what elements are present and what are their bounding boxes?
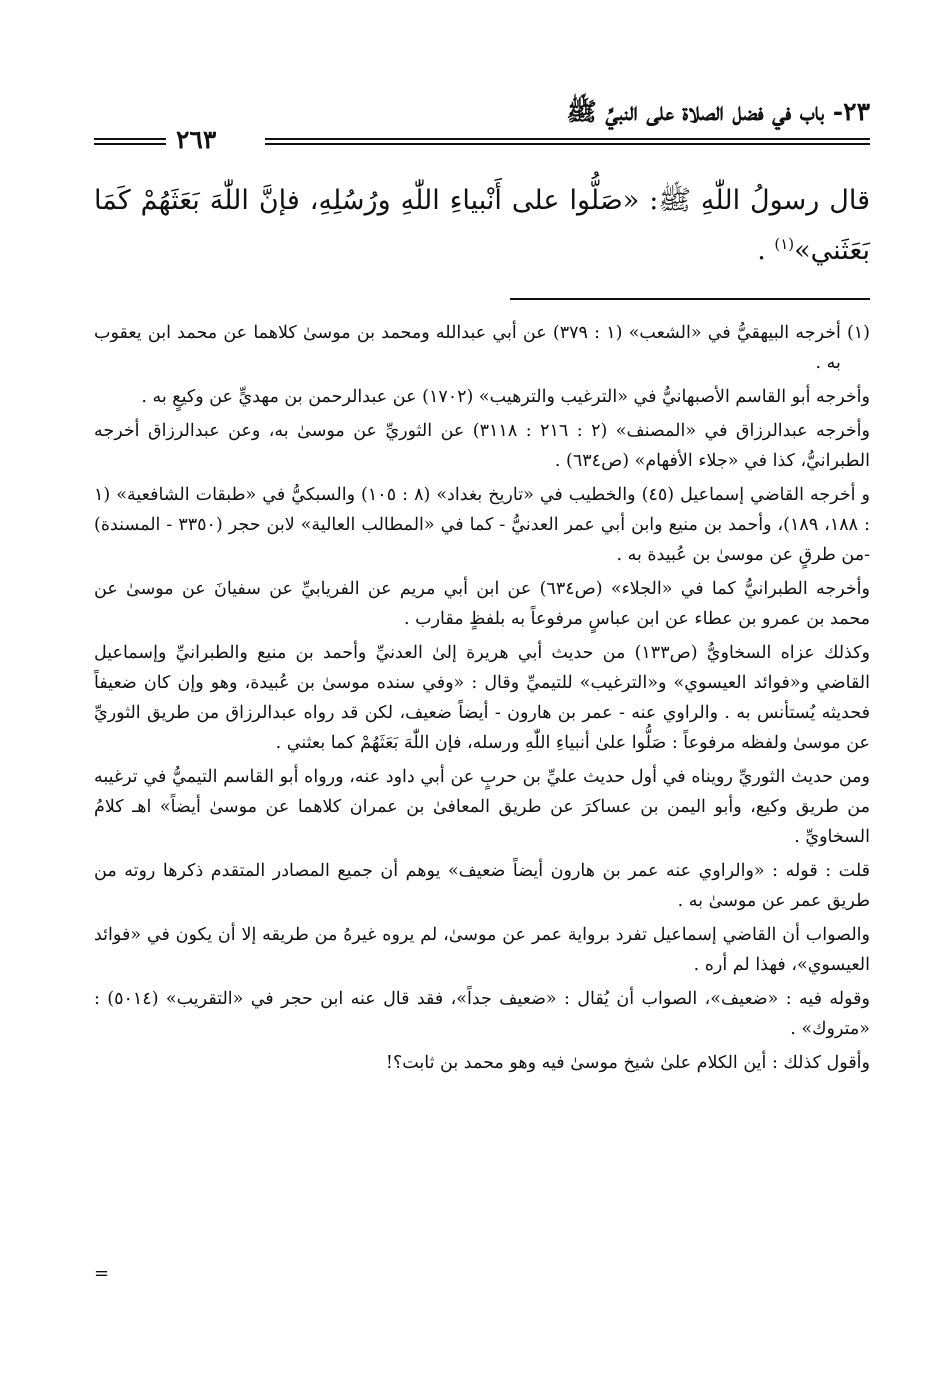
main-text-end: . bbox=[757, 235, 775, 266]
footnote-reference[interactable]: (١) bbox=[774, 235, 795, 253]
hadith-text: قال رسولُ اللّٰهِ ﷺ: «صَلُّوا على أَنْبياءِ اللّٰهِ ورُسُلِهِ، فإنَّ اللّٰهَ بَعَثَهُمْ كَمَا بَعَثَني» bbox=[94, 185, 870, 266]
footnote-paragraph: والصواب أن القاضي إسماعيل تفرد برواية عمر عن موسىٰ، لم يروه غيرهُ من طريقه إلا أن يكون في «فوائد العيسوي»، فهذا لم أره . bbox=[94, 925, 870, 975]
footnote-paragraph: وكذلك عزاه السخاويُّ (ص١٣٣) من حديث أبي هريرة إلىٰ العدنيِّ وأحمد بن منيع والطبرانيِّ وإسماعيل القاضي و«فوائد العيسوي» و«الترغيب» للتيميِّ وقال : «وفي سنده موسىٰ بن عُبيدة، وهو وإن كان ضعيفاً فحديثه يُستأنس به . والراوي عنه - عمر بن هارون - أيضاً ضعيف، لكن قد رواه عبدالرزاق من طريق الثوريِّ عن موسىٰ ولفظه مرفوعاً : صَلُّوا علىٰ أنبياءِ اللّٰهِ ورسله، فإن اللّٰهَ بَعَثَهُمْ كما بعثني . bbox=[94, 643, 870, 753]
footnote-paragraph: وقوله فيه : «ضعيف»، الصواب أن يُقال : «ضعيف جداً»، فقد قال عنه ابن حجر في «التقريب» (٥٠١٤) : «متروك» . bbox=[94, 989, 870, 1039]
footnote-divider bbox=[510, 298, 870, 300]
running-header bbox=[94, 94, 870, 154]
footnote-paragraph: وأخرجه عبدالرزاق في «المصنف» (٢ : ٢١٦ : ٣١١٨) عن الثوريِّ عن موسىٰ به، وعن عبدالرزاق أخرجه الطبرانيُّ، كذا في «جلاء الأفهام» (ص٦٣٤) . bbox=[94, 421, 870, 471]
header-rule-long bbox=[265, 138, 870, 145]
footnote-paragraph: وأخرجه الطبرانيُّ كما في «الجلاء» (ص٦٣٤) عن ابن أبي مريم عن الفريابيِّ عن سفيانَ عن موسىٰ عن محمد بن عمرو بن عطاء عن ابن عباسٍ مرفوعاً به بلفظٍ مقارب . bbox=[94, 579, 870, 629]
chapter-title: ٢٣- باب في فضل الصلاة على النبيِّ ﷺ bbox=[566, 97, 870, 126]
footnote-text: أخرجه البيهقيُّ في «الشعب» (١ : ٣٧٩) عن أبي عبدالله ومحمد بن موسىٰ كلاهما عن محمد ابن يعقوب به . bbox=[94, 323, 841, 373]
footnote-paragraph: وأقول كذلك : أين الكلام علىٰ شيخ موسىٰ فيه وهو محمد بن ثابت؟! bbox=[385, 1053, 870, 1073]
book-page bbox=[94, 94, 870, 1314]
footnotes bbox=[94, 318, 870, 1078]
footnote-paragraph: قلت : قوله : «والراوي عنه عمر بن هارون أيضاً ضعيف» يوهم أن جميع المصادر المتقدم ذكرها روته من طريق عمر عن موسىٰ به . bbox=[94, 861, 870, 911]
main-text bbox=[94, 176, 870, 276]
header-rule-short bbox=[94, 138, 166, 145]
footnote-marker: (١) bbox=[846, 323, 870, 343]
footnote-paragraph: وأخرجه أبو القاسم الأصبهانيُّ في «الترغيب والترهيب» (١٧٠٢) عن عبدالرحمن بن مهديٍّ عن وكيعٍ به . bbox=[141, 387, 870, 407]
footnote-paragraph: ومن حديث الثوريِّ رويناه في أول حديث عليِّ بن حربٍ عن أبي داود عنه، ورواه أبو القاسم التيميُّ في ترغيبه من طريق وكيع، وأبو اليمن بن عساكرَ عن طريق المعافىٰ بن عمران كلاهما عن موسىٰ أيضاً» اهـ كلامُ السخاويِّ . bbox=[94, 767, 870, 847]
footnote-paragraph: و أخرجه القاضي إسماعيل (٤٥) والخطيب في «تاريخ بغداد» (٨ : ١٠٥) والسبكيُّ في «طبقات الشافعية» (١ : ١٨٨، ١٨٩)، وأحمد بن منيع وابن أبي عمر العدنيُّ - كما في «المطالب العالية» لابن حجر (٣٣٥٠ - المسندة) -من طرقٍ عن موسىٰ بن عُبيدة به . bbox=[94, 485, 870, 565]
continuation-mark: = bbox=[94, 1263, 110, 1284]
page-number: ٢٦٣ bbox=[176, 125, 217, 154]
footnote-first-paragraph bbox=[94, 318, 870, 378]
